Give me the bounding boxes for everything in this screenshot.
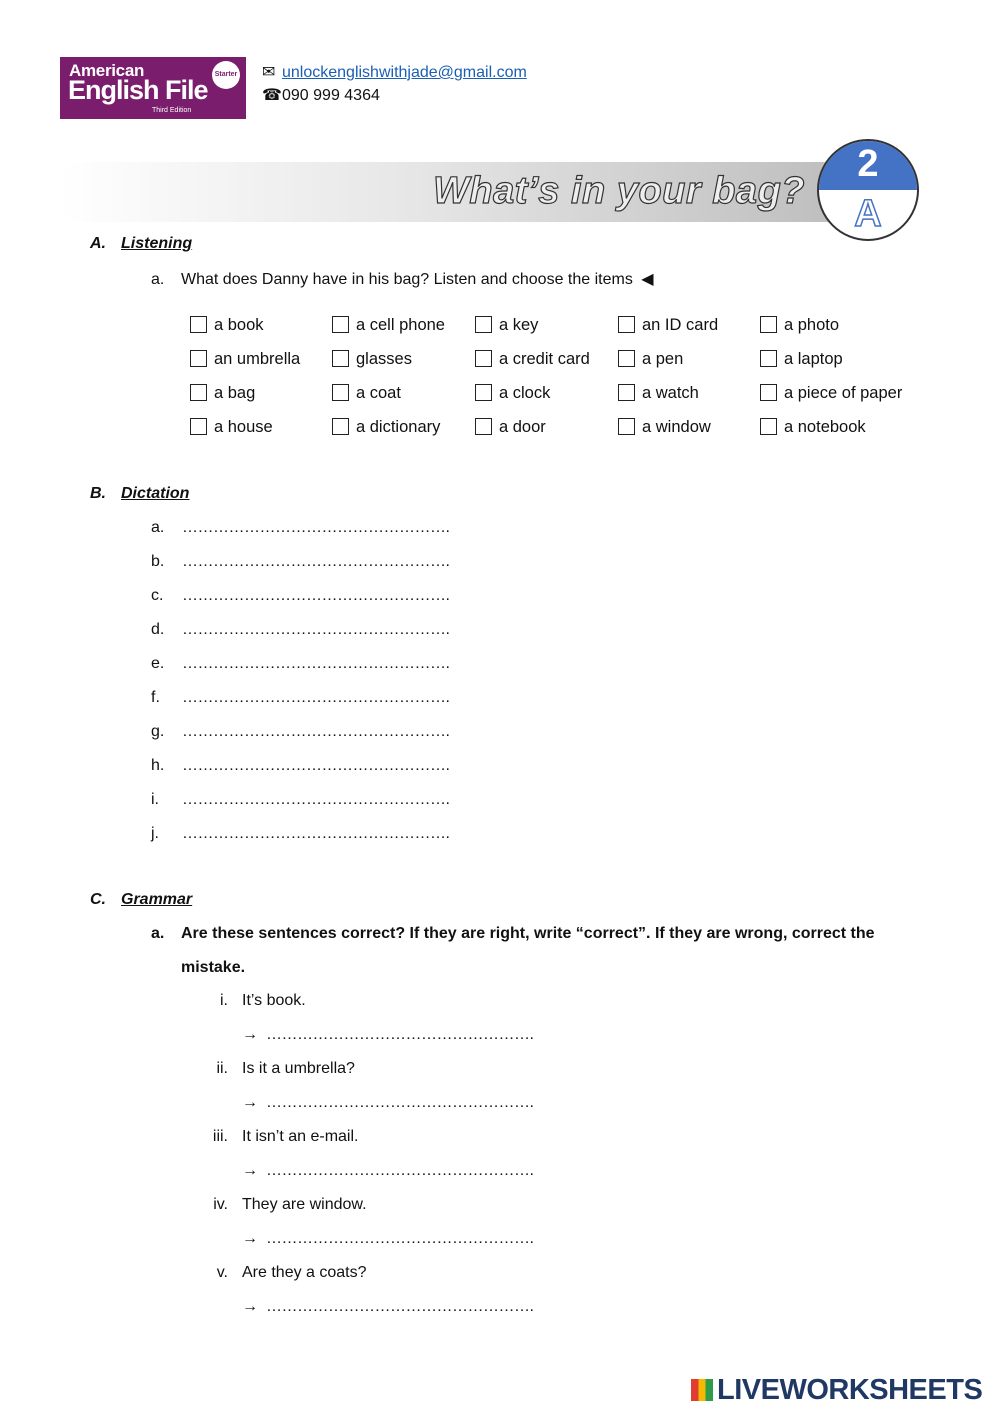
option-item xyxy=(332,316,445,335)
option-checkbox[interactable] xyxy=(475,350,492,367)
grammar-sentence: It’s book. xyxy=(242,992,306,1009)
option-label: an ID card xyxy=(642,316,719,334)
contact-phone-row xyxy=(262,85,380,105)
dictation-answer-blank[interactable]: ……………………………………………. xyxy=(182,689,450,706)
grammar-question-line2: mistake. xyxy=(181,959,246,976)
option-checkbox[interactable] xyxy=(190,384,207,401)
grammar-question: a. Are these sentences correct? If they are right, write “correct”. If they are wrong, correct the xyxy=(151,925,875,942)
phone-number: 090 999 4364 xyxy=(282,87,380,104)
option-item xyxy=(760,384,902,403)
option-checkbox[interactable] xyxy=(760,418,777,435)
option-checkbox[interactable] xyxy=(618,418,635,435)
grammar-answer-blank[interactable]: ……………………………………………. xyxy=(266,1230,534,1247)
option-checkbox[interactable] xyxy=(332,384,349,401)
grammar-sentence: Are they a coats? xyxy=(242,1264,367,1281)
dictation-label: c. xyxy=(151,587,164,604)
option-checkbox[interactable] xyxy=(190,418,207,435)
option-checkbox[interactable] xyxy=(760,350,777,367)
dictation-answer-blank[interactable]: ……………………………………………. xyxy=(182,757,450,774)
option-item xyxy=(332,418,440,437)
grammar-sentence: Is it a umbrella? xyxy=(242,1060,355,1077)
option-label: a coat xyxy=(356,384,401,402)
logo-line2: English File xyxy=(68,75,208,105)
envelope-icon: ✉ xyxy=(262,64,276,81)
option-label: an umbrella xyxy=(214,350,301,368)
dictation-answer-blank[interactable]: ……………………………………………. xyxy=(182,723,450,740)
logo-line1: American xyxy=(69,61,145,80)
option-item xyxy=(618,316,718,335)
grammar-answer-blank[interactable]: ……………………………………………. xyxy=(266,1298,534,1315)
option-item xyxy=(190,316,264,335)
grammar-answer-blank[interactable]: ……………………………………………. xyxy=(266,1026,534,1043)
option-checkbox[interactable] xyxy=(332,350,349,367)
option-item xyxy=(190,418,273,437)
option-label: a piece of paper xyxy=(784,384,903,402)
dictation-label: h. xyxy=(151,757,165,774)
section-c-heading: C. Grammar xyxy=(90,891,193,908)
unit-number: 2 xyxy=(857,143,879,185)
liveworksheets-footer: LIVEWORKSHEETS xyxy=(691,1374,982,1407)
option-label: a key xyxy=(499,316,539,334)
arrow-right-icon: → xyxy=(242,1094,258,1111)
contact-email-row xyxy=(262,62,527,82)
dictation-answer-blank[interactable]: ……………………………………………. xyxy=(182,825,450,842)
grammar-sentence: They are window. xyxy=(242,1196,367,1213)
option-item xyxy=(760,418,866,437)
grammar-numeral: ii. xyxy=(216,1060,228,1077)
option-checkbox[interactable] xyxy=(475,316,492,333)
option-label: a clock xyxy=(499,384,551,402)
option-checkbox[interactable] xyxy=(332,418,349,435)
option-item xyxy=(618,384,699,403)
option-checkbox[interactable] xyxy=(475,418,492,435)
option-label: a bag xyxy=(214,384,256,402)
option-label: a photo xyxy=(784,316,840,334)
option-label: a laptop xyxy=(784,350,843,368)
option-label: a notebook xyxy=(784,418,866,436)
logo-starter-badge: Starter xyxy=(212,61,240,89)
phone-icon: ☎ xyxy=(262,87,282,104)
listening-question: a. What does Danny have in his bag? Listen and choose the items ◀ xyxy=(151,271,654,288)
grammar-answer-row xyxy=(242,1298,533,1316)
dictation-label: f. xyxy=(151,689,160,706)
speaker-icon[interactable]: ◀ xyxy=(641,271,654,288)
option-label: a house xyxy=(214,418,273,436)
option-checkbox[interactable] xyxy=(618,316,635,333)
option-item xyxy=(332,350,412,369)
option-checkbox[interactable] xyxy=(332,316,349,333)
dictation-label: a. xyxy=(151,519,165,536)
arrow-right-icon: → xyxy=(242,1230,258,1247)
option-label: a credit card xyxy=(499,350,590,368)
option-checkbox[interactable] xyxy=(618,384,635,401)
logo-edition: Third Edition xyxy=(152,107,192,114)
option-item xyxy=(475,384,550,403)
grammar-answer-blank[interactable]: ……………………………………………. xyxy=(266,1162,534,1179)
grammar-numeral: iii. xyxy=(212,1128,228,1145)
arrow-right-icon: → xyxy=(242,1298,258,1315)
option-checkbox[interactable] xyxy=(190,350,207,367)
arrow-right-icon: → xyxy=(242,1026,258,1043)
option-checkbox[interactable] xyxy=(618,350,635,367)
option-label: a cell phone xyxy=(356,316,445,334)
option-item xyxy=(618,350,683,369)
option-label: a door xyxy=(499,418,546,436)
email-link[interactable]: unlockenglishwithjade@gmail.com xyxy=(282,64,527,81)
option-item xyxy=(332,384,401,403)
section-b-heading: B. Dictation xyxy=(90,485,190,502)
option-item xyxy=(760,350,843,369)
option-item xyxy=(475,316,538,335)
unit-letter: A xyxy=(854,193,882,235)
option-item xyxy=(760,316,839,335)
page-title: What’s in your bag? xyxy=(433,170,805,212)
dictation-label: e. xyxy=(151,655,165,672)
dictation-label: d. xyxy=(151,621,165,638)
dictation-answer-blank[interactable]: ……………………………………………. xyxy=(182,791,450,808)
option-item xyxy=(475,418,546,437)
dictation-label: i. xyxy=(151,791,159,808)
option-item xyxy=(190,350,300,369)
dictation-answer-blank[interactable]: ……………………………………………. xyxy=(182,519,450,536)
arrow-right-icon: → xyxy=(242,1162,258,1179)
dictation-label: j. xyxy=(151,825,159,842)
grammar-answer-row xyxy=(242,1230,533,1248)
option-checkbox[interactable] xyxy=(760,316,777,333)
option-label: a pen xyxy=(642,350,684,368)
section-a-heading: A. Listening xyxy=(90,235,193,252)
grammar-sentence: It isn’t an e-mail. xyxy=(242,1128,359,1145)
unit-badge xyxy=(817,139,919,241)
dictation-answer-blank[interactable]: ……………………………………………. xyxy=(182,553,450,570)
grammar-numeral: iv. xyxy=(213,1196,228,1213)
option-item xyxy=(618,418,711,437)
dictation-answer-blank[interactable]: ……………………………………………. xyxy=(182,655,450,672)
dictation-answer-blank[interactable]: ……………………………………………. xyxy=(182,587,450,604)
option-label: a window xyxy=(642,418,711,436)
option-checkbox[interactable] xyxy=(190,316,207,333)
option-label: a book xyxy=(214,316,264,334)
dictation-answer-blank[interactable]: ……………………………………………. xyxy=(182,621,450,638)
grammar-numeral: i. xyxy=(220,992,228,1009)
option-checkbox[interactable] xyxy=(475,384,492,401)
option-label: a dictionary xyxy=(356,418,441,436)
grammar-numeral: v. xyxy=(216,1264,228,1281)
option-checkbox[interactable] xyxy=(760,384,777,401)
grammar-answer-row xyxy=(242,1094,533,1112)
grammar-answer-blank[interactable]: ……………………………………………. xyxy=(266,1094,534,1111)
grammar-answer-row xyxy=(242,1026,533,1044)
option-label: glasses xyxy=(356,350,412,368)
grammar-answer-row xyxy=(242,1162,533,1180)
dictation-label: g. xyxy=(151,723,165,740)
american-english-file-logo xyxy=(60,57,246,119)
liveworksheets-logo-icon xyxy=(691,1379,713,1401)
option-item xyxy=(475,350,590,369)
dictation-label: b. xyxy=(151,553,165,570)
option-label: a watch xyxy=(642,384,699,402)
option-item xyxy=(190,384,255,403)
